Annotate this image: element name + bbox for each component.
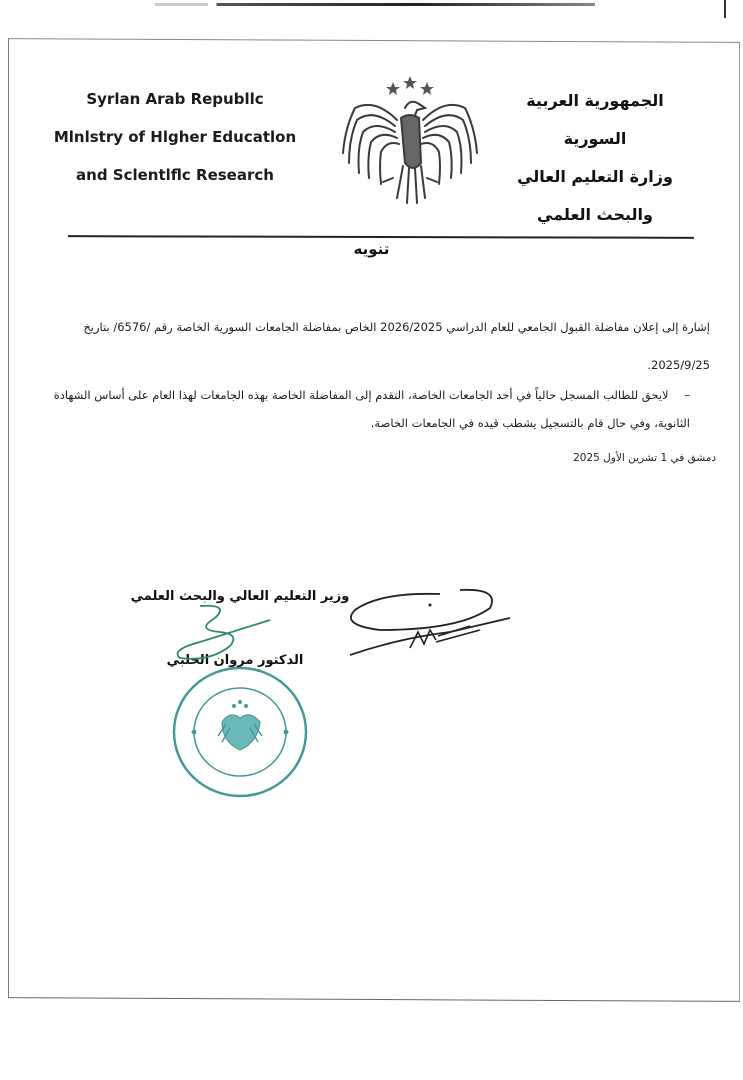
signatory-name: الدكتور مروان الحلبي <box>166 653 304 668</box>
header-english-line: and Sclentlflc Research <box>76 166 274 184</box>
paragraph-notice <box>48 381 710 437</box>
stars-icon <box>386 76 434 95</box>
scan-edge-mark <box>724 0 726 18</box>
header-arabic-line: وزارة التعليم العالي <box>517 167 673 186</box>
handwritten-signature <box>340 580 520 665</box>
header-english-line: Syrlan Arab Republlc <box>86 90 264 108</box>
header-english <box>46 80 304 194</box>
eagle-emblem-icon <box>335 68 485 213</box>
scan-edge-mark <box>155 3 595 6</box>
document-title: تنويه <box>353 240 390 258</box>
initial-signature <box>170 600 280 665</box>
header-arabic <box>495 82 695 234</box>
paragraph-reference: إشارة إلى إعلان مفاضلة القبول الجامعي للعام الدراسي 2026/2025 الخاص بمفاضلة الجامعات السورية الخاصة رقم /6576/ بتاريخ 2025/9/25. <box>83 320 710 372</box>
issue-date: دمشق في 1 تشرين الأول 2025 <box>573 452 716 464</box>
header-english-line: Mlnlstry of Hlgher Educatlon <box>53 128 297 146</box>
paragraph-notice-text: لايحق للطالب المسجل حالياً في أحد الجامعات الخاصة، التقدم إلى المفاضلة الخاصة بهذه الجامعات لهذا العام على أساس الشهادة الثانوية، وفي حال قام بالتسجيل يشطب قيده في الجامعات الخاصة. <box>53 388 690 430</box>
official-stamp-icon <box>170 662 310 802</box>
signatory-title: وزير التعليم العالي والبحث العلمي <box>130 589 350 604</box>
header-arabic-line: الجمهورية العربية السورية <box>526 91 664 148</box>
bullet-dash: – <box>684 388 690 402</box>
header-arabic-line: والبحث العلمي <box>537 205 653 224</box>
